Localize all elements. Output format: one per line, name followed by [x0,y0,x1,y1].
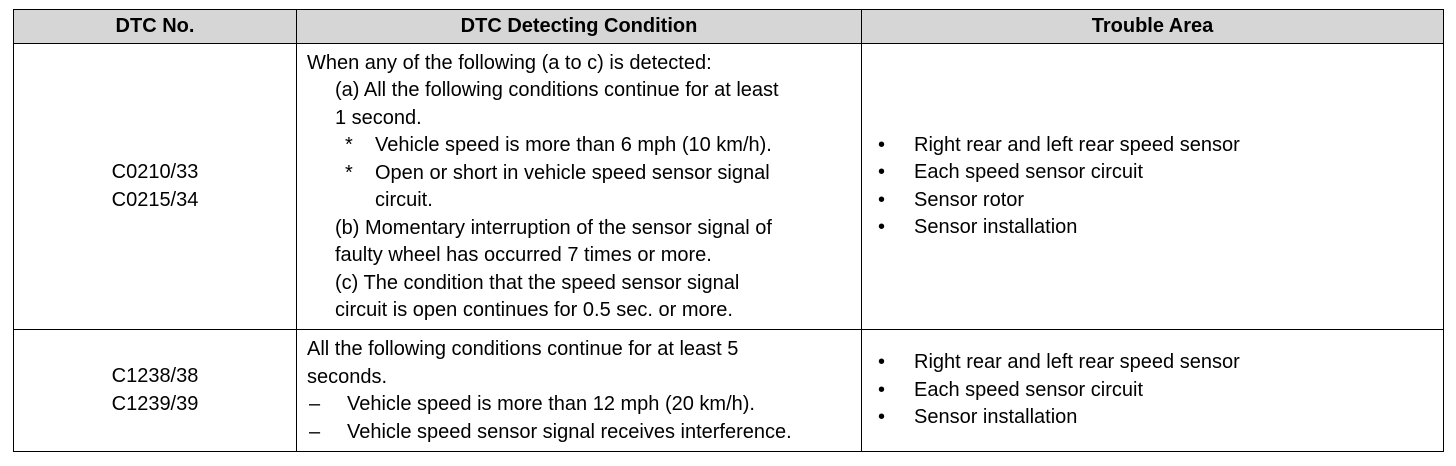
condition-intro: All the following conditions continue for at least 5 [307,338,739,360]
list-item [872,377,1433,405]
condition-cell [297,44,862,330]
dtc-code-cell [14,44,297,330]
list-item [872,159,1433,187]
condition-a-sub [307,160,851,215]
dtc-code: C1238/38 [111,365,199,387]
condition-a-cont: 1 second. [335,106,422,129]
condition-item-text: Vehicle speed is more than 12 mph (20 km/h). [347,393,755,415]
dtc-table [13,9,1444,452]
dash-marker: – [309,420,321,443]
condition-c: (c) The condition that the speed sensor signal [335,271,740,294]
condition-b-cont: faulty wheel has occurred 7 times or more. [335,244,712,266]
bullet-marker: • [878,161,886,183]
list-item [872,214,1433,242]
bullet-marker: • [878,378,886,401]
bullet-marker: • [878,216,886,238]
asterisk-marker: * [345,161,353,184]
trouble-area-text: Sensor installation [914,216,1078,238]
condition-a-sub [307,132,851,160]
condition-intro-cont: seconds. [307,365,388,388]
trouble-area-text: Right rear and left rear speed sensor [914,351,1240,374]
bullet-marker: • [878,351,886,374]
condition-b: (b) Momentary interruption of the sensor signal of [335,216,772,239]
bullet-marker: • [878,188,886,211]
condition-a: (a) All the following conditions continue for at least [335,79,779,101]
trouble-area-text: Right rear and left rear speed sensor [914,133,1240,156]
trouble-area-cell [862,44,1444,330]
condition-a-sub-line: circuit. [375,189,433,211]
condition-c-cont: circuit is open continues for 0.5 sec. or more. [335,299,733,321]
trouble-area-text: Sensor installation [914,406,1078,429]
list-item [872,349,1433,377]
condition-a-sub-line: Open or short in vehicle speed sensor signal [375,161,770,184]
trouble-area-text: Sensor rotor [914,188,1025,211]
condition-item [307,391,851,419]
table-row [14,330,1444,452]
dtc-code: C0210/33 [111,161,199,183]
trouble-area-text: Each speed sensor circuit [914,378,1144,401]
bullet-marker: • [878,406,886,429]
header-dtc-no: DTC No. [14,10,297,44]
header-row [14,10,1444,44]
dash-marker: – [309,393,321,415]
table-row [14,44,1444,330]
dtc-code: C1239/39 [111,392,199,415]
condition-a-sub-text: Vehicle speed is more than 6 mph (10 km/h). [375,134,772,156]
list-item [872,187,1433,215]
trouble-area-cell [862,330,1444,452]
condition-item [307,419,851,447]
condition-cell [297,330,862,452]
dtc-code: C0215/34 [111,188,199,211]
list-item [872,132,1433,160]
bullet-marker: • [878,133,886,156]
dtc-code-cell [14,330,297,452]
header-detecting-condition: DTC Detecting Condition [297,10,862,44]
trouble-area-text: Each speed sensor circuit [914,161,1144,183]
condition-a-sub-text [375,160,770,215]
list-item [872,404,1433,432]
condition-item-text: Vehicle speed sensor signal receives interference. [347,420,792,443]
header-trouble-area: Trouble Area [862,10,1444,44]
asterisk-marker: * [345,134,353,156]
condition-intro: When any of the following (a to c) is detected: [307,51,712,74]
